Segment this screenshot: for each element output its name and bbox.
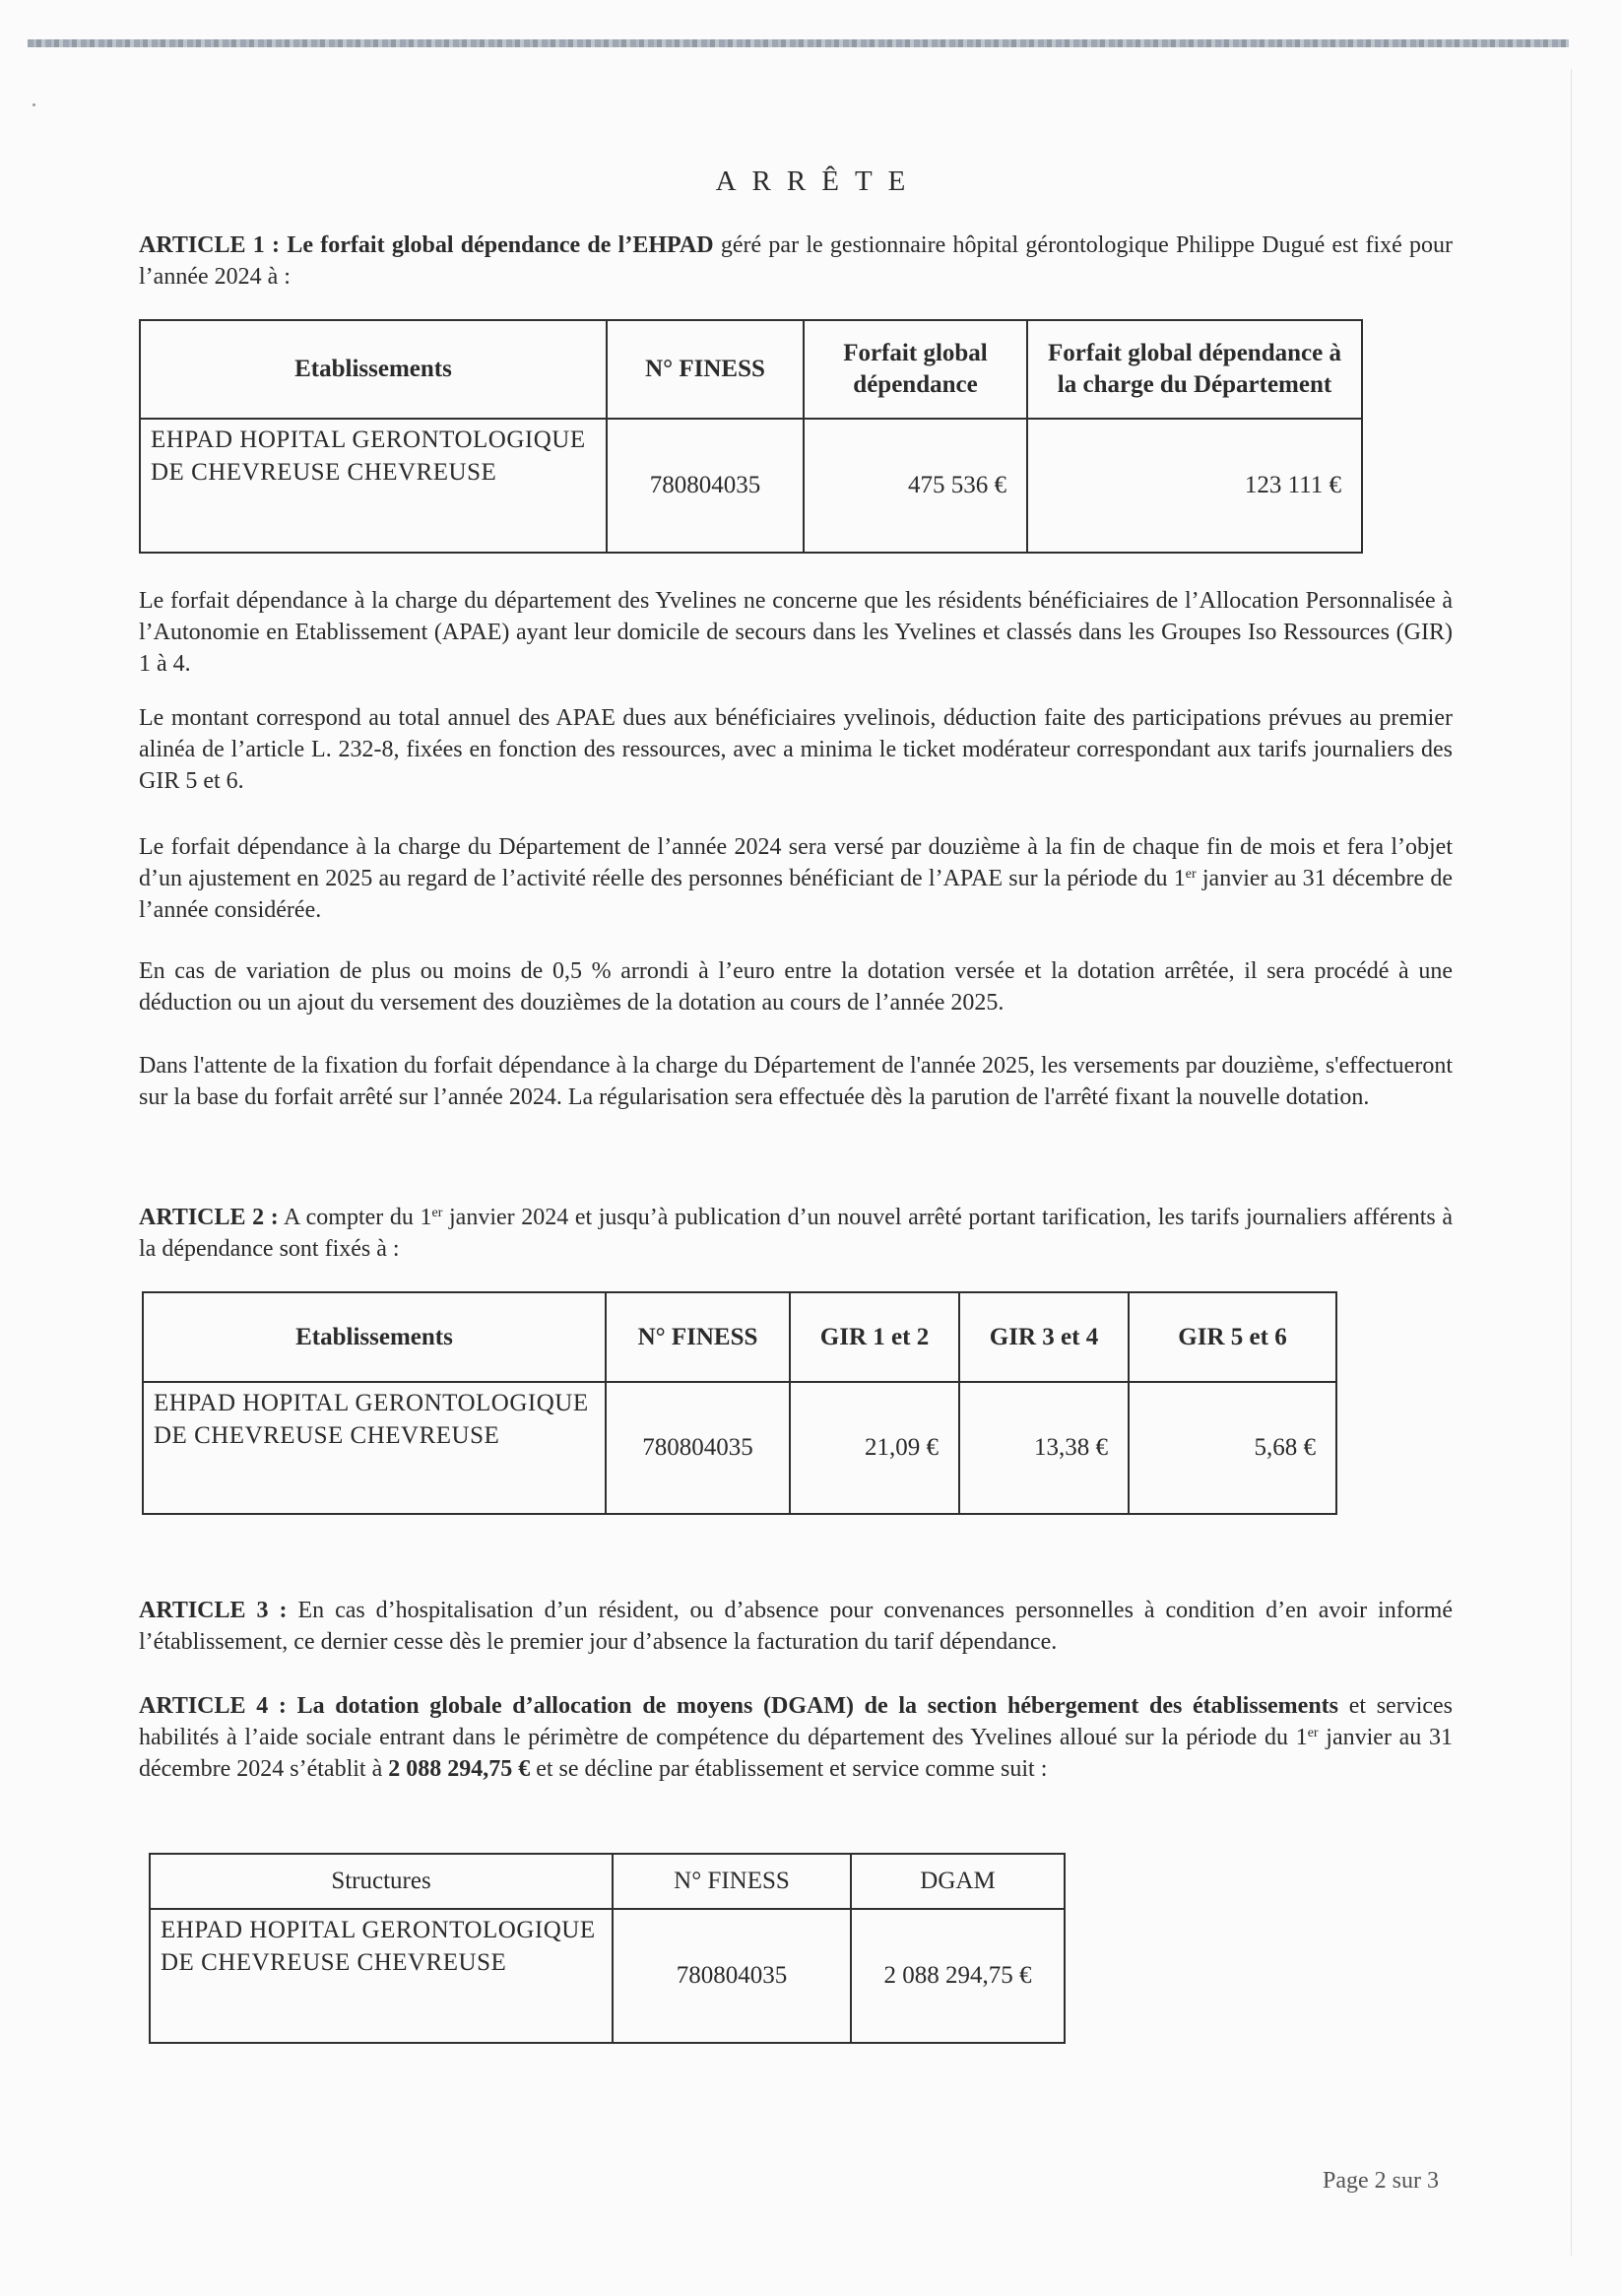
table-header: GIR 5 et 6 <box>1129 1292 1336 1382</box>
article-1-bold-text: Le forfait global dépendance de l’EHPAD <box>287 232 714 258</box>
table-row <box>143 1382 1336 1514</box>
gir-3-4-value: 13,38 € <box>959 1382 1129 1514</box>
article-1-text: géré par le gestionnaire hôpital gérontologique Philippe Dugué est fixé pour l’année 2024 à : <box>139 232 1454 290</box>
forfait-department-value: 123 111 € <box>1027 419 1362 553</box>
dgam-total-amount: 2 088 294,75 € <box>388 1756 531 1782</box>
gir-1-2-value: 21,09 € <box>790 1382 959 1514</box>
article-2-intro: ARTICLE 2 : A compter du 1er janvier 2024 et jusqu’à publication d’un nouvel arrêté portant tarification, les tarifs journaliers afférents à la dépendance sont fixés à : <box>139 1205 1454 1262</box>
finess-number: 780804035 <box>607 419 804 553</box>
article-1-table <box>139 319 1363 554</box>
finess-number: 780804035 <box>613 1909 851 2043</box>
paragraph-5: Dans l'attente de la fixation du forfait dépendance à la charge du Département de l'année 2025, les versements par douzième, s'effectueront sur la base du forfait arrêté sur l’année 2024. La régularisation sera effectuée dès la parution de l'arrêté fixant la nouvelle dotation. <box>139 1053 1453 1110</box>
gir-5-6-value: 5,68 € <box>1129 1382 1336 1514</box>
table-header: GIR 1 et 2 <box>790 1292 959 1382</box>
article-2-label: ARTICLE 2 : <box>139 1205 279 1230</box>
article-4-table <box>149 1853 1066 2044</box>
establishment-name: EHPAD HOPITAL GERONTOLOGIQUE DE CHEVREUSE CHEVREUSE <box>143 1382 606 1514</box>
article-4-bold-text: La dotation globale d’allocation de moyens (DGAM) de la section hébergement des établissements <box>296 1693 1339 1719</box>
structure-name: EHPAD HOPITAL GERONTOLOGIQUE DE CHEVREUSE CHEVREUSE <box>150 1909 613 2043</box>
table-header: Forfait global dépendance à la charge du Département <box>1027 320 1362 419</box>
paragraph-1: Le forfait dépendance à la charge du département des Yvelines ne concerne que les résidents bénéficiaires de l’Allocation Personnalisée à l’Autonomie en Etablissement (APAE) ayant leur domicile de secours dans les Yvelines et classés dans les Groupes Iso Ressources (GIR) 1 à 4. <box>139 588 1453 677</box>
table-header: DGAM <box>851 1854 1065 1909</box>
paragraph-4: En cas de variation de plus ou moins de 0,5 % arrondi à l’euro entre la dotation versée et la dotation arrêtée, il sera procédé à une déduction ou un ajout du versement des douzièmes de la dotation au cours de l’année 2025. <box>139 958 1453 1016</box>
paragraph-2: Le montant correspond au total annuel des APAE dues aux bénéficiaires yvelinois, déduction faite des participations prévues au premier alinéa de l’article L. 232-8, fixées en fonction des ressources, avec a minima le ticket modérateur correspondant aux tarifs journaliers des GIR 5 et 6. <box>139 705 1453 794</box>
forfait-global-value: 475 536 € <box>804 419 1027 553</box>
dgam-value: 2 088 294,75 € <box>851 1909 1065 2043</box>
page-number: Page 2 sur 3 <box>1323 2168 1439 2194</box>
scan-border <box>28 39 1569 47</box>
article-2-table <box>142 1291 1337 1515</box>
page-edge <box>1571 69 1572 2256</box>
article-3-label: ARTICLE 3 : <box>139 1598 288 1623</box>
table-row <box>140 419 1362 553</box>
article-4: ARTICLE 4 : La dotation globale d’allocation de moyens (DGAM) de la section hébergement des établissements et services habilités à l’aide sociale entrant dans le périmètre de compétence du département des Yvelines alloué sur la période du 1er janvier au 31 décembre 2024 s’établit à 2 088 294,75 € et se décline par établissement et service comme suit : <box>139 1693 1454 1782</box>
document-title: ARRÊTE <box>715 165 922 197</box>
table-header: N° FINESS <box>606 1292 790 1382</box>
article-3: ARTICLE 3 : En cas d’hospitalisation d’un résident, ou d’absence pour convenances personnelles à condition d’en avoir informé l’établissement, ce dernier cesse dès le premier jour d’absence la facturation du tarif dépendance. <box>139 1598 1454 1655</box>
scan-artifact <box>32 103 35 106</box>
article-1-label: ARTICLE 1 : <box>139 232 281 258</box>
table-header: Forfait global dépendance <box>804 320 1027 419</box>
table-header: Etablissements <box>143 1292 606 1382</box>
paragraph-3: Le forfait dépendance à la charge du Département de l’année 2024 sera versé par douzième à la fin de chaque fin de mois et fera l’objet d’un ajustement en 2025 au regard de l’activité réelle des personnes bénéficiant de l’APAE sur la période du 1er janvier au 31 décembre de l’année considérée. <box>139 834 1453 923</box>
table-row <box>150 1909 1065 2043</box>
table-header: Structures <box>150 1854 613 1909</box>
table-header: Etablissements <box>140 320 607 419</box>
finess-number: 780804035 <box>606 1382 790 1514</box>
article-1-intro <box>139 230 1453 293</box>
establishment-name: EHPAD HOPITAL GERONTOLOGIQUE DE CHEVREUSE CHEVREUSE <box>140 419 607 553</box>
table-header: N° FINESS <box>613 1854 851 1909</box>
table-header: N° FINESS <box>607 320 804 419</box>
article-4-label: ARTICLE 4 : <box>139 1693 287 1719</box>
table-header: GIR 3 et 4 <box>959 1292 1129 1382</box>
